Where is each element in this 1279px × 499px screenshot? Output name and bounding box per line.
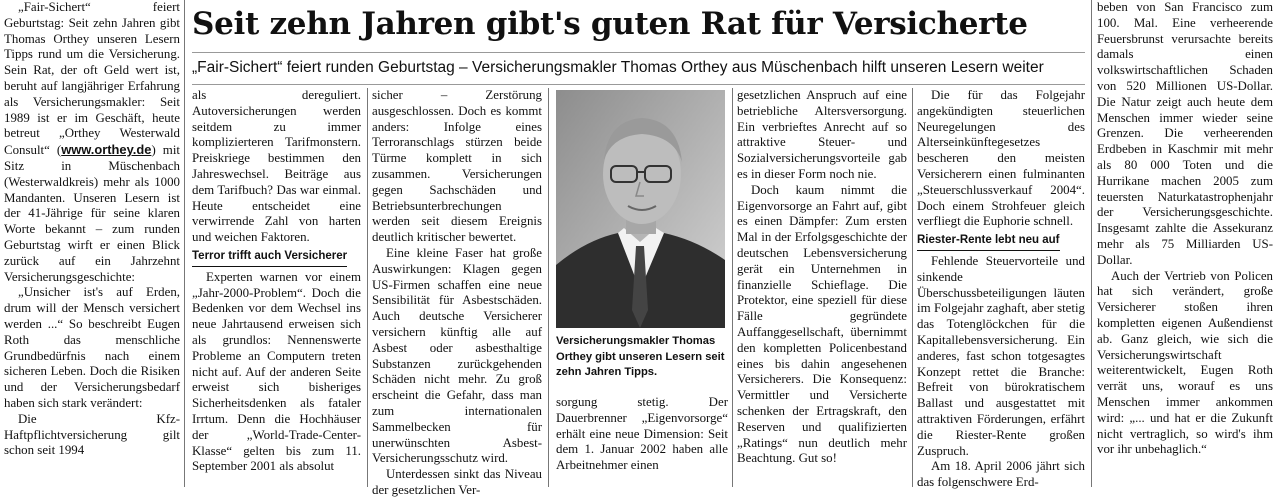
headline: Seit zehn Jahren gibt's guten Rat für Versicherte [192,6,1028,42]
subheadline: „Fair-Sichert“ feiert runden Geburtstag – Versicherungsmakler Thomas Orthey aus Müschenbach hilft unseren Lesern weiter [192,59,1044,76]
column-rule [912,88,913,487]
header-rule [192,52,1085,53]
paragraph-vertrieb: Auch der Vertrieb von Policen hat sich verändert, große Versicherer stoßen ihren kompletten eigenen Außendienst ab. Ganz gleich, wie sich die Versicherungswirtschaft weiterentwickelt, Eugen Roth verrät uns, worauf es uns Menschen immer ankommen wird: „... und hat er die Zukunft nicht vertraglich, so wird's ihm vor ihr unbehaglich.“ [1097,268,1273,457]
paragraph-niveau: Unterdessen sinkt das Niveau der gesetzlichen Ver- [372,467,542,497]
article-column-2 [192,88,361,475]
paragraph-steuer: Die für das Folgejahr angekündigten steuerlichen Neuregelungen des Alterseinkünftegesetzes bescheren den meisten Versicherern einen fulminanten „Steuerschlussverkauf 2004“. Doch einem Strohfeuer gleich verfliegt die Euphorie schnell. [917,88,1085,229]
paragraph-tarif: als dereguliert. Autoversicherungen werden seitdem zu immer komplizierteren Tarifmonstern. Preiskriege bestimmen den Jahreswechsel. Beiträge aus dem Tarifbuch? Das war einmal. Heute entscheidet eine verwirrende Zahl von harten und weichen Faktoren. [192,88,361,245]
paragraph-jahr2000: Experten warnen vor einem „Jahr-2000-Problem“. Doch die Bedenken vor dem Wechsel ins neue Jahrtausend erweisen sich als grundlos: Nennenswerte Probleme an Computern treten nicht auf. Auf der anderen Seite erweist sich bisheriges Sicherheitsdenken als fataler Irrtum. Denn die Hochhäuser der „World-Trade-Center-Klasse“ gelten bis zum 11. September 2001 als absolut [192,269,361,474]
article-column-6 [917,88,1085,491]
column-rule [367,88,368,487]
paragraph-eigenvorsorge: sorgung stetig. Der Dauerbrenner „Eigenvorsorge“ erhält eine neue Dimension: Seit dem 1. Januar 2002 haben alle Arbeitnehmer einen [556,395,728,473]
paragraph-kfz: Die Kfz-Haftpflichtversicherung gilt schon seit 1994 [4,411,180,458]
column-rule [184,0,185,487]
paragraph-protektor: Doch kaum nimmt die Eigenvorsorge an Fahrt auf, gibt es einen Dämpfer: Zum ersten Mal in der Erfolgsgeschichte der deutschen Lebensversicherung gerät ein Unternehmen in finanzielle Schieflage. Die Protektor, eine speziell für diese Fälle gegründete Auffanggesellschaft, übernimmt den kompletten Policenbestand eines bis dahin angesehenen Versicherers. Die Konsequenz: Vermittler und Versicherte schenken der Ertragskraft, den Reserven und qualifizierten „Ratings“ nun deutlich mehr Beachtung. Gut so! [737,182,907,466]
article-column-1 [4,0,180,459]
article-column-5 [737,88,907,467]
column-rule [1091,0,1092,487]
paragraph-altersversorgung: gesetzlichen Anspruch auf eine betriebliche Altersversorgung. Ein verbrieftes Anrecht auf so attraktive Steuer- und Sozialversicherungsvorteile gab es in dieser Form noch nie. [737,88,907,181]
paragraph-erdbeben: Am 18. April 2006 jährt sich das folgenschwere Erd- [917,459,1085,490]
subheading-terror: Terror trifft auch Versicherer [192,249,347,267]
article-column-3 [372,88,542,499]
portrait-image [556,90,725,328]
paragraph-asbest: Eine kleine Faser hat große Auswirkungen: Klagen gegen US-Firmen schaffen eine neue Sensibilität für Asbestschäden. Auch deutsche Versicherer versichern künftig alle auf Asbest oder asbesthaltige Substanzen zurückgehenden Schäden nicht mehr. Zu groß erscheint die Gefahr, dass man zum internationalen Sammelbecken für unerwünschten Asbest-Versicherungsschutz wird. [372,245,542,466]
paragraph-riester: Fehlende Steuervorteile und sinkende Überschussbeteiligungen läuten im Folgejahr zaghaft, aber stetig das Totenglöckchen für die Kapitallebensversicherung. Ein anderes, fast schon totgesagtes Konzept rettet die Branche: Befreit von bürokratischem Ballast und ausgestattet mit attraktiven Förderungen, erfährt die Riester-Rente großen Zuspruch. [917,253,1085,458]
intro-paragraph: „Fair-Sichert“ feiert Geburtstag: Seit zehn Jahren gibt Thomas Orthey unseren Lesern Tipps rund um die Versicherung. Sein Rat, der oft Geld wert ist, beruht auf langjähriger Erfahrung als Versicherungsmakler: Seit 1989 ist er im Geschäft, heute betreut „Orthey Westerwald Consult“ (www.orthey.de) mit Sitz in Müschenbach (Westerwaldkreis) mehr als 1000 Mandanten. Unseren Lesern ist der 41-Jährige für seine klaren Worte bekannt – zum runden Geburtstag wirft er einen Blick zurück auf ein Jahrzehnt Versicherungsgeschichte: [4,0,180,284]
article-column-7 [1097,0,1273,458]
paragraph-quote: „Unsicher ist's auf Erden, drum will der Mensch versichert werden ...“ So beschreibt Eugen Roth das menschliche Grundbedürfnis nach einem sicheren Leben. Doch die Risiken und der Versicherungsbedarf haben sich stark verändert: [4,285,180,410]
website-link[interactable]: www.orthey.de [61,142,152,158]
photo-caption: Versicherungsmakler Thomas Orthey gibt unseren Lesern seit zehn Jahren Tipps. [556,335,725,378]
paragraph-terror: sicher – Zerstörung ausgeschlossen. Doch es kommt anders: Infolge eines Terroranschlags stürzen beide Türme komplett in sich zusammen. Versicherungen gegen Sachschäden und Betriebsunterbrechungen werden seit diesem Ereignis deutlich kritischer bewertet. [372,88,542,245]
paragraph-sanfrancisco: beben von San Francisco zum 100. Mal. Eine verheerende Feuersbrunst verursachte bereits damals einen volkswirtschaftlichen Schaden von 520 Millionen US-Dollar. Die Natur zeigt auch heute dem Menschen immer wieder seine Grenzen. Die verheerenden Erdbeben in Kaschmir mit mehr als 80 000 Toten und die Hurrikane machen 2005 zum teuersten Naturkatastrophenjahr der Versicherungsgeschichte. Insgesamt zahlte die Assekuranz mehr als 75 Milliarden US-Dollar. [1097,0,1273,267]
portrait-photo [556,90,725,328]
subheading-riester: Riester-Rente lebt neu auf [917,233,1060,251]
article-column-4 [556,395,728,474]
column-rule [732,88,733,487]
column-rule [548,88,549,487]
subhead-rule [192,84,1085,85]
